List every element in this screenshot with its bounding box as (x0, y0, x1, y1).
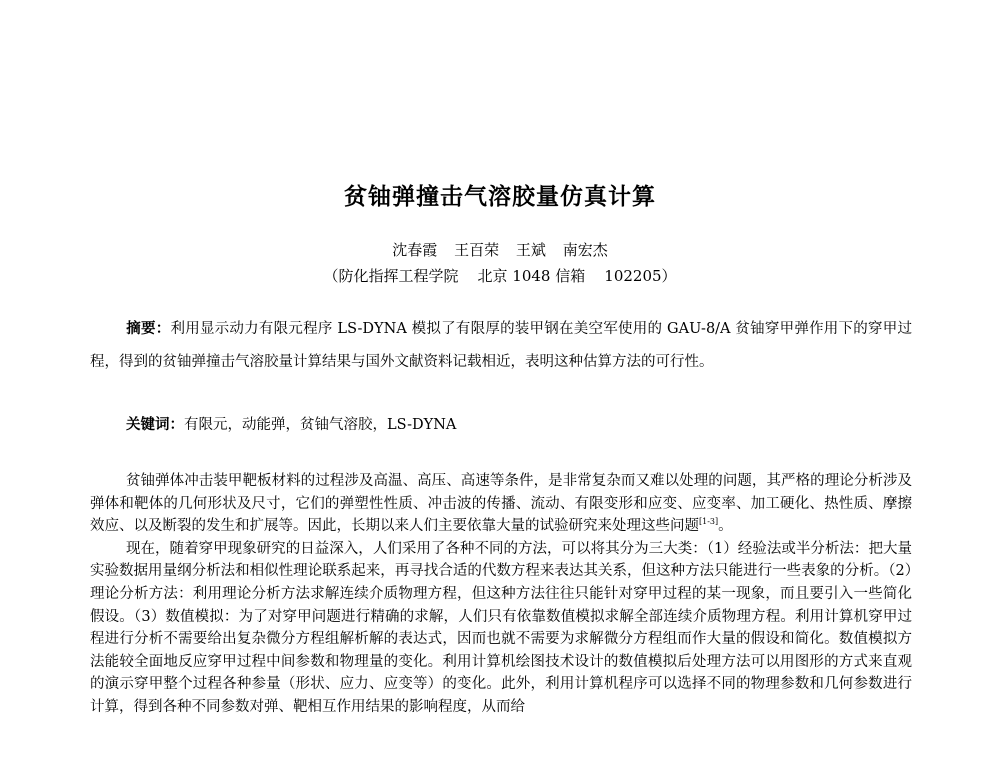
abstract-label: 摘要： (126, 320, 171, 337)
affiliation: （防化指挥工程学院 北京 1048 信箱 102205） (323, 267, 677, 285)
author-name: 南宏杰 (562, 241, 608, 259)
author-name: 沈春霞 (392, 241, 438, 259)
author-name: 王斌 (515, 241, 546, 259)
keywords (126, 413, 912, 434)
paper-title: 贫铀弹撞击气溶胶量仿真计算 (344, 183, 656, 210)
paragraph-1 (90, 470, 912, 538)
body-text (90, 470, 912, 719)
abstract-text: 利用显示动力有限元程序 LS-DYNA 模拟了有限厚的装甲钢在美空军使用的 GAU-8/A 贫铀穿甲弹作用下的穿甲过程，得到的贫铀弹撞击气溶胶量计算结果与国外文献资料记载相近，表明这种估算方法的可行性。 (90, 321, 913, 370)
keywords-text: 有限元，动能弹，贫铀气溶胶，LS-DYNA (184, 417, 457, 433)
paragraph-1-end: 。 (718, 518, 733, 535)
abstract (90, 312, 912, 379)
keywords-label: 关键词： (126, 416, 184, 433)
author-list (0, 239, 1000, 260)
paragraph-1-text: 贫铀弹体冲击装甲靶板材料的过程涉及高温、高压、高速等条件，是非常复杂而又难以处理的问题，其严格的理论分析涉及弹体和靶体的几何形状及尺寸，它们的弹塑性性质、冲击波的传播、流动、有限变形和应变、应变率、加工硬化、热性质、摩擦效应、以及断裂的发生和扩展等。因此，长期以来人们主要依靠大量的试验研究来处理这些问题 (90, 473, 912, 535)
citation-ref: [1-3] (699, 517, 719, 527)
author-name: 王百荣 (454, 241, 500, 259)
paragraph-2: 现在，随着穿甲现象研究的日益深入，人们采用了各种不同的方法，可以将其分为三大类：（1）经验法或半分析法：把大量实验数据用量纲分析法和相似性理论联系起来，再寻找合适的代数方程来表达其关系，但这种方法只能进行一些表象的分析。（2）理论分析方法：利用理论分析方法求解连续介质物理方程，但这种方法往往只能针对穿甲过程的某一现象，而且要引入一些简化假设。（3）数值模拟：为了对穿甲问题进行精确的求解，人们只有依靠数值模拟求解全部连续介质物理方程。利用计算机穿甲过程进行分析不需要给出复杂微分方程组解析解的表达式，因而也就不需要为求解微分方程组而作大量的假设和简化。数值模拟方法能较全面地反应穿甲过程中间参数和物理量的变化。利用计算机绘图技术设计的数值模拟后处理方法可以用图形的方式来直观的演示穿甲整个过程各种参量（形状、应力、应变等）的变化。此外，利用计算机程序可以选择不同的物理参数和几何参数进行计算，得到各种不同参数对弹、靶相互作用结果的影响程度，从而给 (90, 540, 912, 715)
